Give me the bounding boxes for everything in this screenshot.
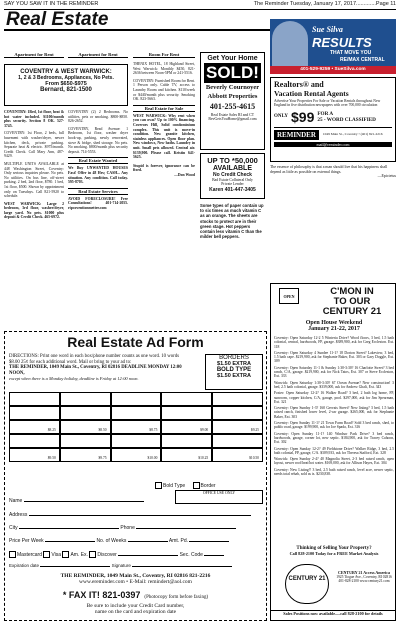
col2-ads — [68, 110, 128, 211]
word-box-price[interactable]: $9.50 — [9, 448, 60, 462]
c21-title1: C'MON IN — [330, 286, 374, 297]
word-box[interactable] — [161, 406, 212, 420]
word-box[interactable] — [212, 392, 263, 406]
visa-checkbox[interactable] — [43, 551, 50, 558]
card-label: Mastercard — [17, 551, 43, 558]
office-use-label: OFFICE USE ONLY — [202, 491, 236, 495]
col1-ad: WEST WARWICK: Large 2 bedroom, 3rd floor, washer/dryer, large yard. No pets. $1000 plus deposit & Credit Check. 465-6972. — [4, 201, 64, 220]
form-sure2: name on the card and expiration date — [94, 609, 177, 615]
borders-label: BORDERS — [219, 355, 249, 361]
word-box[interactable] — [212, 434, 263, 448]
century21-ad — [270, 283, 396, 621]
credit-available: AVAILABLE — [212, 165, 253, 172]
card-row — [9, 551, 263, 558]
sold-top: Get Your Home — [207, 55, 258, 62]
borders-price: $1.50 EXTRA — [217, 361, 251, 367]
amt-pd-line[interactable] — [189, 541, 229, 542]
ad-form-address: THE REMINDER, 1049 Main St., Coventry, RI 02816 DEADLINE MONDAY 12:00 NOON, — [9, 365, 182, 376]
realtors-title: Realtors® and — [274, 80, 324, 89]
word-box[interactable] — [60, 434, 111, 448]
open-house-sign-icon — [279, 288, 299, 304]
bold-check-label: Bold Type — [163, 482, 186, 489]
fax-note: (Photocopy form before faxing) — [144, 595, 209, 600]
address-field[interactable] — [9, 512, 263, 518]
c21-office-address: 1925 Tiogue Ave., Coventry, RI 02816 401-828-2100 www.century21.com — [336, 575, 392, 583]
discover-checkbox[interactable] — [89, 551, 96, 558]
listing-item: Coventry: Open Sunday 11-1? 21 Town Farm Road? Sold 3 bed ranch, shed, to public road, garage. $199,900, ask for Joe Spada, Ext. 316 — [274, 421, 394, 430]
extras-box — [205, 354, 263, 390]
essence-quote — [270, 165, 396, 178]
card-number-line[interactable] — [118, 555, 178, 556]
reminder-address: 1049 Main St., Coventry • (401) 821-2216 — [322, 131, 383, 136]
word-box-price[interactable]: $10.25 — [161, 448, 212, 462]
office-use-box — [175, 490, 263, 504]
sec-code-label: Sec. Code — [179, 551, 203, 558]
mastercard-checkbox[interactable] — [9, 551, 16, 558]
word-box-price[interactable]: $10.00 — [111, 448, 162, 462]
city-line[interactable] — [19, 528, 119, 529]
sold-email: BevGetsYouHome@gmail.com — [208, 117, 257, 121]
column-3-header-wrap — [133, 52, 195, 58]
word-box-price[interactable]: $8.50 — [60, 420, 111, 434]
realtors-body: Advertise Your Properties For Sale or Vacation Rentals throughout New England in five distribution newspapers with over 700,000 circulation — [274, 99, 381, 108]
sold-big: SOLD! — [204, 63, 261, 83]
paper-date-line: The Reminder Tuesday, January 17, 2017.............Page 11 — [253, 1, 396, 7]
c21-listings — [274, 336, 394, 478]
for-sale-text: WEST WARWICK: Why rent when you can own? Up to 100% financing. Coverors Hill, Solid condominium complex. This unit is move-in condition. New granite kitchen, stainless appliances. Open floor plan. New windows, New baths. Laundry in unit. Small pets allowed. Central air. $139,900. Please call. Kristin 641-5625. — [133, 113, 195, 160]
realtors-for-a: FOR A — [317, 110, 334, 117]
name-field[interactable] — [9, 498, 169, 504]
col3-header: Room For Rent — [133, 52, 195, 58]
form-footer-web: www.ereminder.com • E-Mail: remindert@aol.com — [79, 579, 192, 585]
price-row — [9, 538, 263, 544]
address-line[interactable] — [29, 515, 251, 516]
reminder-logo: REMINDER — [274, 130, 319, 140]
credit-amount: UP TO *50,000 — [207, 156, 258, 165]
credit-lender: Private Lender — [221, 182, 244, 186]
stupid-quote: Stupid is forever, ignorance can be fixed. — [133, 163, 195, 173]
word-box[interactable] — [9, 392, 60, 406]
col1-ad: COVENTRY: 1Bed, 1st floor, heat & hot water included. $1100/month plus security. Section 8 OK. 527-3745. — [4, 110, 64, 128]
city-phone-row — [9, 525, 263, 531]
address-label: Address — [9, 512, 28, 518]
sue-name: Sue Silva — [312, 25, 343, 34]
services-header: Real Estate Services — [68, 188, 128, 195]
word-box[interactable] — [161, 392, 212, 406]
options-row — [155, 482, 216, 489]
c21-call: Call 828-2100 Today for a FREE Market Analysis — [289, 551, 379, 556]
sold-site: Real Estate Sales RI and CT — [210, 113, 255, 117]
credit-collateral: Bad Estate Collateral Only — [212, 178, 253, 182]
c21-title3: CENTURY 21 — [322, 306, 382, 317]
listing-item: Coventry: Open Saturday 12-2 5 Winteria Drive? Wood floors, 3 bed, 1.5 bath colonial, central, hardwoods, FP, garage. $389,900, ask for Greg Eccleston. Ext. 118 — [274, 336, 394, 349]
name-line[interactable] — [24, 501, 144, 502]
coventry-line2: From $650-$975 — [45, 81, 87, 87]
sec-code-line[interactable] — [204, 555, 224, 556]
credit-phone: Karen 401-447-3405 — [209, 187, 256, 193]
listing-item: Warwick: Open Saturday 1:30-3:30? 67 Ocean Avenue? New construction! 3 bed, 2.5 bath colonial, garage. $339,000, ask for Andrew Ghali, Ext. 343 — [274, 380, 394, 389]
word-box-price[interactable]: $10.50 — [212, 448, 263, 462]
paper-fact-text: Some types of paper contain up to six times as much vitamin C as an orange. The sheets are stocks to protect are in their green stage. Hot peppers contain less vitamin C than the milder bell peppers. — [200, 203, 264, 240]
listing-item: Warwick: Open Sunday 2-4? 40 Magnolia Street, 2-3 bed raised ranch, open layout, newer roof/heat/hot water. $169,000, ask for Allison Hayes, Ext. 304 — [274, 457, 394, 466]
word-box[interactable] — [9, 434, 60, 448]
word-grid[interactable] — [9, 392, 263, 462]
expiration-line[interactable] — [40, 566, 110, 567]
phone-line[interactable] — [136, 528, 236, 529]
word-box[interactable] — [161, 434, 212, 448]
phone-label: Phone — [120, 525, 135, 531]
saw-it-line: SAY YOU SAW IT IN THE REMINDER — [4, 1, 99, 7]
no-weeks-line[interactable] — [128, 541, 168, 542]
credit-nocheck: No Credit Check — [213, 172, 252, 178]
listing-item: Coventry: Open Sunday 1-3? 160 Gervais Street? New listing? 3 bed, 1.5 bath raised ranch, finished lower level, 2-car garage. $265,000, ask for Stephanie Baker, Ext. 303 — [274, 406, 394, 419]
sue-slogan: RESULTS — [312, 35, 372, 50]
c21-logo-text: CENTURY 21 — [288, 576, 326, 582]
col3-ad: COVENTRY: Furnished Room for Rent. 1 Person only. Cable TV, access to Laundry Room and kitchen. $110/week or $440/month plus security. Smoking OK. 823-5663. — [133, 78, 195, 102]
border-checkbox[interactable] — [193, 482, 200, 489]
card-label: Am. Ex. — [70, 551, 88, 558]
word-box-price[interactable]: $9.75 — [60, 448, 111, 462]
coventry-phone: Bernard, 821-1500 — [40, 87, 92, 93]
column-1 — [4, 52, 64, 58]
ad-form — [4, 331, 267, 621]
word-box[interactable] — [111, 406, 162, 420]
sold-phone: 401-255-4615 — [209, 102, 256, 111]
bold-checkbox[interactable] — [155, 482, 162, 489]
c21-title2: TO OUR — [333, 296, 371, 307]
expiration-label: Expiration date — [9, 563, 40, 568]
open-house-weekend: Open House Weekend — [305, 320, 363, 326]
realtors-ad — [270, 77, 396, 162]
essence-author: —Epictetus — [377, 174, 396, 179]
stupid-author: —Don Wood — [174, 172, 195, 177]
top-line — [4, 1, 396, 9]
word-box-price[interactable]: $8.75 — [111, 420, 162, 434]
word-box[interactable] — [60, 392, 111, 406]
coventry-line1: 1, 2 & 3 Bedrooms, Appliances, No Pets. — [18, 75, 114, 81]
signature-line[interactable] — [132, 566, 232, 567]
sold-ad — [200, 52, 265, 150]
card-label: Visa — [51, 551, 62, 558]
coventry-display-ad — [4, 64, 128, 106]
century21-logo-icon — [285, 564, 329, 604]
amex-checkbox[interactable] — [62, 551, 69, 558]
col1-ads — [4, 110, 64, 220]
form-sure: Be sure to include your Credit Card number, — [86, 603, 185, 609]
ad-form-except: except when there is a Monday holiday, deadline is Friday at 12:00 noon. — [9, 376, 139, 382]
essence-text: The essence of philosophy is that a man should live that his happiness shall depend as little as possible on external things. — [270, 165, 388, 174]
listing-item: Coventry: Open Sunday 11-1? 140 Windsor Park Drive? 3 bed ranch, hardwoods, garage, corner lot, new septic. $184,900, ask for Tracey Cahoon, Ext. 302 — [274, 431, 394, 445]
sold-name: Beverly Cournoyer — [205, 84, 260, 91]
word-box[interactable] — [9, 406, 60, 420]
card-label: Discover — [97, 551, 117, 558]
signature-label: Signature — [111, 563, 131, 568]
c21-selling: Thinking of Selling Your Property? — [296, 546, 372, 551]
listing-item: Coventry: New Listing!! 3 bed, 2.5 bath raised ranch, level acre, newer septic, needs total rehab, sold as is. $230,838. — [274, 467, 394, 477]
col1-ad: MULTIPLE UNITS AVAILABLE at 448 Washington Street, Coventry: Only serious inquiries please. No pets. No utilities. On bus line, off-street parking. 2 bed, 2nd floor, $780. 1 bed, 1st floor, $500. Shown by appointment only on Tuesdays. Call 821-5920 to schedule. — [4, 161, 64, 199]
col2-ad: COVENTRY, Read Avenue: 1 Bedroom, 1st floor, washer dryer hook-up, parking, newly renovated, stove & fridge, shed storage. No pets. No smoking. $800/month plus security deposit. 714-5553. — [68, 126, 128, 154]
realtors-price: $99 — [291, 108, 315, 125]
credit-ad — [200, 153, 265, 199]
c21-footer: Sales Positions now available.....call 828-2100 for details — [271, 610, 395, 616]
realtors-only: ONLY — [274, 114, 288, 120]
amt-pd-label: Amt. Pd. — [168, 538, 189, 544]
remax-office: RE/MAX CENTRAL — [340, 57, 385, 63]
listing-item: Coventry: Open Sunday 12-2? 49 Fieldstone Drive? Walker Ridge, 3 bed, 2.5 bath colonial, FP, garage, C/A. $309,933, ask for Theresa Stafford, Ext. 328 — [274, 446, 394, 455]
expiration-row — [9, 563, 263, 568]
word-box[interactable] — [111, 392, 162, 406]
c21-office-name: CENTURY 21 Access America — [337, 570, 391, 575]
sue-silva-ad — [270, 19, 396, 74]
realtors-subtitle: Vacation Rental Agents — [274, 89, 349, 98]
name-label: Name — [9, 498, 23, 504]
word-box-price[interactable]: $9.25 — [212, 420, 263, 434]
listing-item: Coventry: Open Saturday 4 Sundee 11-1? 18 Dorton Street? Lakeview, 3 bed, 1.5 bath cape. $219,900, ask for Stephanie Baker, Ext. 303 or Gary Doggle, Ext. 309 — [274, 350, 394, 364]
word-box[interactable] — [60, 406, 111, 420]
listing-item: Foster: Open Saturday 12-2? 16 Walker Road? 3 bed, 2 bath log home, FP, sunroom, copper kitchen, C/A, garage, pool. $297,000, ask for Jim Spearman, Ext. 321 — [274, 391, 394, 404]
word-box-price[interactable]: $8.25 — [9, 420, 60, 434]
ad-form-title: Real Estate Ad Form — [67, 334, 204, 350]
open-house-dates: January 21-22, 2017 — [308, 326, 360, 332]
bold-price: $1.50 EXTRA — [217, 373, 251, 379]
col2-ad: COVENTRY (2) 2 Bedrooms. No utilities, pets or smoking. $800-$850. 826-2652. — [68, 110, 128, 124]
price-per-week-line[interactable] — [45, 541, 95, 542]
realtors-words: 25 - WORD CLASSIFIED — [317, 116, 376, 123]
word-box-price[interactable]: $9.00 — [161, 420, 212, 434]
reminder-email: mail@reminder.com — [274, 142, 392, 147]
col1-header: Apartment for Rent — [4, 52, 64, 58]
sold-company: Abbott Properties — [207, 93, 258, 100]
col3-ad: THENIX HOTEL, 18 Highland Street, West Warwick: Monthly $450, 821-2636 between Noon-5PM or 241-5516. — [133, 62, 195, 76]
open-sign-text: OPEN — [283, 294, 295, 299]
col1-ad: COVENTRY: 1st Floor, 2 beds, full basement with washer/dryer, newer kitchen, deck, private parking. Separate heat & electric. $975/month. Credit Check. Call Mary Ann, 487-9429. — [4, 131, 64, 159]
coventry-title: COVENTRY & WEST WARWICK: — [20, 69, 112, 75]
sue-phone: 401-529-9259 • SueSilva.com — [270, 66, 396, 74]
agent-photo — [272, 21, 308, 72]
listing-item: Coventry: Open Saturday 11-1 & Sunday 1:30-3:30? 16 Charlotte Street? 3 bed ranch, C/A, garage. $219,900, ask for Nick Tatos, Ext. 307 or Steve Eccleston, Ext. 333 — [274, 365, 394, 379]
col2-header: Apartment for Rent — [68, 52, 128, 58]
paper-fact — [200, 203, 265, 239]
no-weeks-label: No. of Weeks — [96, 538, 127, 544]
ad-form-directions: DIRECTIONS: Print one word in each box/phone number counts as one word. 10 words $8.00 25¢ for each additional word. Mail or bring to your ad to: — [9, 354, 179, 365]
city-label: City — [9, 525, 18, 531]
border-check-label: Border — [200, 482, 216, 489]
for-sale-header: Real Estate for Sale — [133, 105, 195, 112]
column-2-header-wrap — [68, 52, 128, 58]
bold-label: BOLD TYPE — [216, 367, 252, 373]
sue-tag: THAT MOVE YOU — [330, 50, 372, 56]
wanted-header: Real Estate Wanted — [68, 157, 128, 164]
wanted-text: We Buy UNWANTED HOUSES Fast! Offer in 48 Hrs; CASH... Any situation. Any condition. Call today. 595-8703. — [68, 166, 128, 185]
word-box[interactable] — [212, 406, 263, 420]
word-box[interactable] — [111, 434, 162, 448]
price-per-week-label: Price Per Week — [9, 538, 44, 544]
col3-ads — [133, 62, 195, 177]
services-text: AVOID FORECLOSURE! Free Consultations! 401-714-2055. ripcoventionmetter.com — [68, 196, 128, 210]
form-footer-address: THE REMINDER, 1049 Main St., Coventry, RI 02816 821-2216 — [60, 573, 211, 579]
fax-it: * FAX IT! 821-0397 — [62, 590, 141, 600]
section-title: Real Estate — [6, 9, 109, 30]
